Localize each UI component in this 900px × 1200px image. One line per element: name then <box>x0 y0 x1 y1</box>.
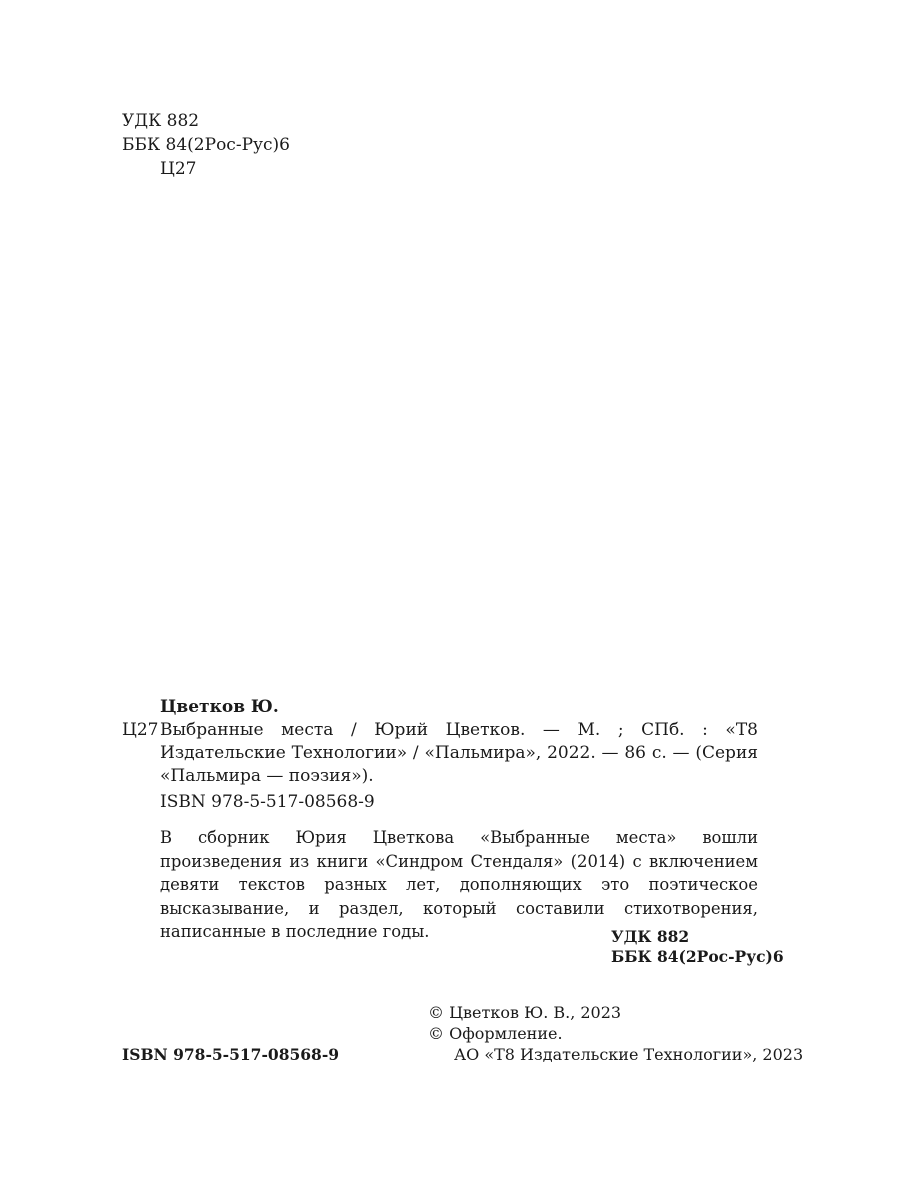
copyright-design: © Оформление. <box>428 1024 563 1043</box>
bibliographic-description: Выбранные места / Юрий Цветков. — М. ; СПб. : «Т8 Издательские Технологии» / «Пальмира», 2022. — 86 с. — (Серия «Пальмира — поэзия»). <box>160 720 758 786</box>
annotation-text: В сборник Юрия Цветкова «Выбранные места» вошли произведения из книги «Синдром Стендаля» (2014) с включением девяти текстов разных лет, дополняющих это поэтическое высказывание, и раздел, который составили стихотворения, написанные в последние годы. <box>160 828 758 941</box>
udk-code-top: УДК 882 <box>122 111 200 131</box>
copyright-publisher: АО «Т8 Издательские Технологии», 2023 <box>454 1045 804 1064</box>
isbn-bottom: ISBN 978-5-517-08568-9 <box>122 1045 340 1064</box>
bbk-code-bottom: ББК 84(2Рос-Рус)6 <box>611 947 784 966</box>
copyright-author: © Цветков Ю. В., 2023 <box>428 1003 622 1022</box>
isbn-card: ISBN 978-5-517-08568-9 <box>160 792 375 812</box>
author-heading: Цветков Ю. <box>160 697 279 717</box>
udk-code-bottom: УДК 882 <box>611 927 690 946</box>
author-sign-card: Ц27 <box>122 720 159 740</box>
author-sign-top: Ц27 <box>160 159 197 179</box>
bbk-code-top: ББК 84(2Рос-Рус)6 <box>122 135 290 155</box>
